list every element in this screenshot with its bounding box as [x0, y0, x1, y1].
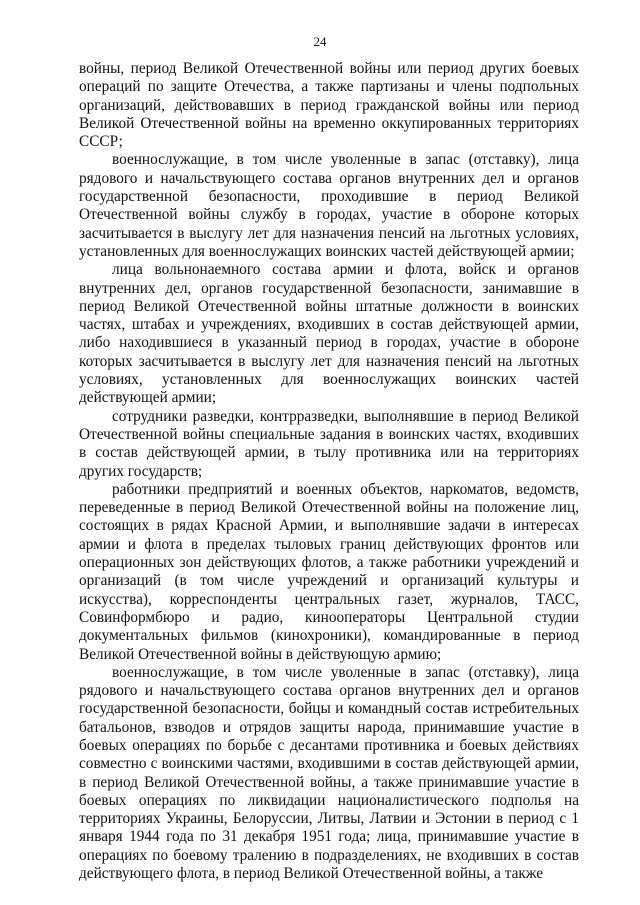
paragraph-military-personnel-city-defense: военнослужащие, в том числе уволенные в запас (отставку), лица рядового и начальствующего состава органов внутренних дел и органов государственной безопасности, проходившие в период Великой Отечественной войны службу в городах, участие в обороне которых засчитывается в выслугу лет для назначения пенсий на льготных условиях, установленных для военнослужащих воинских частей действующей армии; [79, 151, 579, 260]
paragraph-enterprise-workers: работники предприятий и военных объектов, наркоматов, ведомств, переведенные в период Великой Отечественной войны на положение лиц, состоящих в рядах Красной Армии, и выполнявшие задачи в интересах армии и флота в пределах тыловых границ действующих фронтов или операционных зон действующих флотов, а также работники учреждений и организаций (в том числе учреждений и организаций культуры и искусства), корреспонденты центральных газет, журналов, ТАСС, Совинформбюро и радио, кинооператоры Центральной студии документальных фильмов (кинохроники), командированные в период Великой Отечественной войны в действующую армию; [79, 480, 579, 663]
paragraph-continued: войны, период Великой Отечественной войны или период других боевых операций по защите Отечества, а также партизаны и члены подпольных организаций, действовавших в период гражданской войны или период Великой Отечественной войны на временно оккупированных территориях СССР; [79, 60, 579, 151]
paragraph-military-personnel-combat-operations: военнослужащие, в том числе уволенные в запас (отставку), лица рядового и начальствующего состава органов внутренних дел и органов государственной безопасности, бойцы и командный состав истребительных батальонов, взводов и отрядов защиты народа, принимавшие участие в боевых операциях по борьбе с десантами противника и боевых действиях совместно с воинскими частями, входившими в состав действующей армии, в период Великой Отечественной войны, а также принимавшие участие в боевых операциях по ликвидации националистического подполья на территориях Украины, Белоруссии, Литвы, Латвии и Эстонии в период с 1 января 1944 года по 31 декабря 1951 года; лица, принимавшие участие в операциях по боевому тралению в подразделениях, не входивших в состав действующего флота, в период Великой Отечественной войны, а также [79, 663, 579, 883]
paragraph-intelligence-officers: сотрудники разведки, контрразведки, выполнявшие в период Великой Отечественной войны специальные задания в воинских частях, входивших в состав действующей армии, в тылу противника или на территориях других государств; [79, 407, 579, 480]
document-body [79, 60, 579, 883]
paragraph-civilian-staff: лица вольнонаемного состава армии и флота, войск и органов внутренних дел, органов государственной безопасности, занимавшие в период Великой Отечественной войны штатные должности в воинских частях, штабах и учреждениях, входивших в состав действующей армии, либо находившиеся в указанный период в городах, участие в обороне которых засчитывается в выслугу лет для назначения пенсий на льготных условиях, установленных для военнослужащих воинских частей действующей армии; [79, 261, 579, 407]
page-number: 24 [313, 34, 327, 49]
